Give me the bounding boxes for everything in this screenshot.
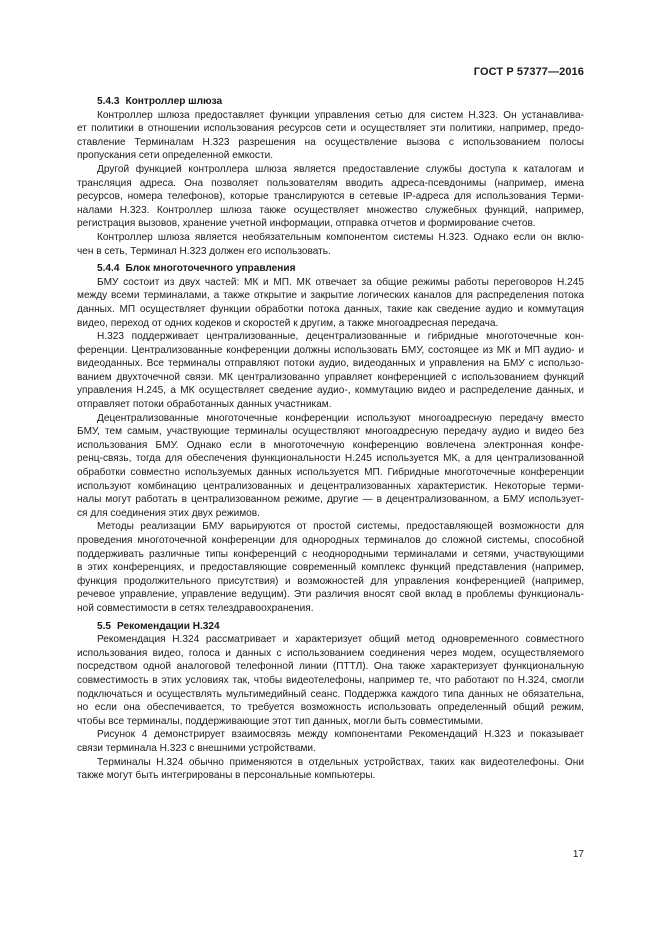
- paragraph: [77, 231, 584, 258]
- text-line: чтобы все терминалы, поддерживающие этот тип данных, могли быть совместимыми.: [77, 715, 484, 727]
- text-line: Рисунок 4 демонстрирует взаимосвязь между компонентами Рекомендаций H.323 и показывает: [97, 729, 584, 741]
- text-line: БМУ, тем самым, участвующие терминалы осуществляют многоадресную передачу аудио и видео без: [77, 426, 584, 438]
- text-line: ся для соединения этих двух режимов.: [77, 507, 260, 519]
- text-line: речевое управление, управление ведущим). Эти различия вносят свой вклад в проблемы функциональ-: [77, 589, 584, 601]
- paragraph: [77, 276, 584, 330]
- text-line: видео, переход от одних кодеков и скоростей к другим, а также многоадресная передача.: [77, 317, 499, 329]
- text-line: Методы реализации БМУ варьируются от простой системы, предоставляющей возможности для: [97, 521, 584, 533]
- paragraph: [77, 109, 584, 163]
- text-line: подключаться и осуществлять мультимедийный сеанс. Поддержка каждого типа данных не обязательна,: [77, 688, 584, 700]
- text-line: совместимость в этих условиях так, чтобы видеотелефоны, например те, что работают по H.324, смогли: [77, 674, 584, 686]
- text-line: использования видео, голоса и данных с использованием соединения через модем, осуществляемого: [77, 647, 584, 659]
- paragraph: [77, 633, 584, 728]
- section-heading: [77, 262, 584, 276]
- text-line: проведения многоточечной конференции для однородных терминалов до сложной системы, способной: [77, 535, 584, 546]
- text-line: ференции. Централизованные конференции должны использовать БМУ, состоящее из МК и МП аудио- и: [77, 344, 584, 356]
- text-line: используют комбинацию централизованных и децентрализованных характеристик. Некоторые терми-: [77, 480, 584, 492]
- text-line: трансляция адреса. Она позволяет пользователям вводить адреса-псевдонимы (например, имена: [77, 177, 584, 189]
- text-line: использования БМУ. Однако если в многоточечную конференцию вовлечена электронная конфе-: [77, 439, 584, 451]
- text-line: Рекомендация H.324 рассматривает и характеризует общий метод одновременного совместного: [97, 634, 584, 646]
- section-s544: [77, 258, 584, 615]
- text-line: чен в сеть, Терминал H.323 должен его использовать.: [77, 245, 331, 257]
- text-line: обработки совместно используемых данных используется МП. Гибридные многоточечные конференции: [77, 467, 584, 479]
- text-line: налы могут работать в централизованном режиме, другие — в децентрализованном, а БМУ использует-: [77, 494, 584, 506]
- section-s543: [77, 95, 584, 258]
- text-line: БМУ состоит из двух частей: МК и МП. МК отвечает за общие режимы работы переговоров H.245: [97, 276, 584, 288]
- text-line: ванием двухточечной связи. МК централизованно управляет конференцией с использованием функций: [77, 371, 584, 383]
- text-line: ренц-связь, тогда для обеспечения функциональности H.245 используется МК, а для централизованной: [77, 453, 584, 465]
- text-line: также могут быть интегрированы в персональные компьютеры.: [77, 770, 376, 782]
- paragraph: [77, 520, 584, 615]
- paragraph: [77, 756, 584, 783]
- section-title: Блок многоточечного управления: [125, 263, 296, 275]
- text-line: между всеми терминалами, а также открытие и закрытие логических каналов для распределения потока: [77, 290, 584, 302]
- section-title: Рекомендации H.324: [117, 620, 220, 632]
- text-line: отправляет потоки обработанных данных участникам.: [77, 399, 332, 411]
- paragraph: [77, 412, 584, 521]
- text-line: Контроллер шлюза является необязательным компонентом системы H.323. Однако если он вклю-: [97, 231, 584, 243]
- text-line: Терминалы H.324 обычно применяются в отдельных устройствах, таких как видеотелефоны. Они: [97, 756, 584, 768]
- text-line: управления H.245, а МК осуществляет сведение аудио-, коммутацию видео и распределение данных, и: [77, 385, 584, 397]
- text-line: Другой функцией контроллера шлюза является предоставление службы доступа к каталогам и: [97, 163, 584, 175]
- text-line: Контроллер шлюза предоставляет функции управления сетью для систем H.323. Он устанавлива-: [97, 109, 584, 121]
- text-line: посредством одной аналоговой телефонной линии (ПТТЛ). Она также характеризует функциональную: [77, 661, 584, 673]
- text-line: налами H.323. Контроллер шлюза также осуществляет множество служебных функций, например,: [77, 204, 584, 216]
- text-line: функция продолжительного присутствия) и возможностей для управления конференцией (например,: [77, 575, 584, 587]
- paragraph: [77, 163, 584, 231]
- section-heading: [77, 620, 584, 634]
- text-line: Децентрализованные многоточечные конференции используют многоадресную передачу вместо: [97, 412, 584, 424]
- document-header: ГОСТ Р 57377—2016: [473, 66, 584, 78]
- page-number: 17: [572, 849, 584, 860]
- text-line: ет политики в отношении использования ресурсов сети и осуществляет эти политики, например, предо-: [77, 123, 584, 135]
- section-number: 5.4.4: [97, 263, 120, 275]
- paragraph: [77, 330, 584, 412]
- text-line: данных. МП осуществляет функции обработки потока данных, такие как сведение аудио и коммутация: [77, 303, 584, 315]
- text-line: пропускания сети определенной емкости.: [77, 150, 274, 162]
- document-body: [77, 95, 584, 783]
- text-line: регистрация вызовов, хранение учетной информации, отправка отчетов и формирование счетов.: [77, 218, 536, 230]
- text-line: поддерживать различные типы конференций с неоднородными терминалами и сетями, участвующими: [77, 548, 584, 560]
- text-line: но если она обеспечивается, то требуется возможность использовать определенный общий режим,: [77, 702, 584, 714]
- section-title: Контроллер шлюза: [125, 96, 223, 107]
- text-line: связи терминала H.323 с внешними устройствами.: [77, 742, 316, 754]
- paragraph: [77, 728, 584, 755]
- text-line: в этих конференциях, и предоставляющие современный комплекс функций представления (например,: [77, 562, 584, 574]
- text-line: H.323 поддерживает централизованные, децентрализованные и гибридные многоточечные кон-: [97, 331, 584, 343]
- text-line: ной совместимости в сетях телездравоохранения.: [77, 602, 314, 614]
- text-line: видеоданных. Все терминалы отправляют потоки аудио, видеоданных и управления на БМУ с использо-: [77, 358, 584, 370]
- section-number: 5.4.3: [97, 96, 120, 107]
- section-s55: [77, 616, 584, 783]
- section-heading: [77, 95, 584, 109]
- section-number: 5.5: [97, 620, 112, 632]
- text-line: ресурсов, номера телефонов), которые транслируются в сетевые IP-адреса для использования Терми-: [77, 191, 584, 203]
- text-line: ставление Терминалам H.323 разрешения на осуществление вызова с использованием полосы: [77, 136, 584, 148]
